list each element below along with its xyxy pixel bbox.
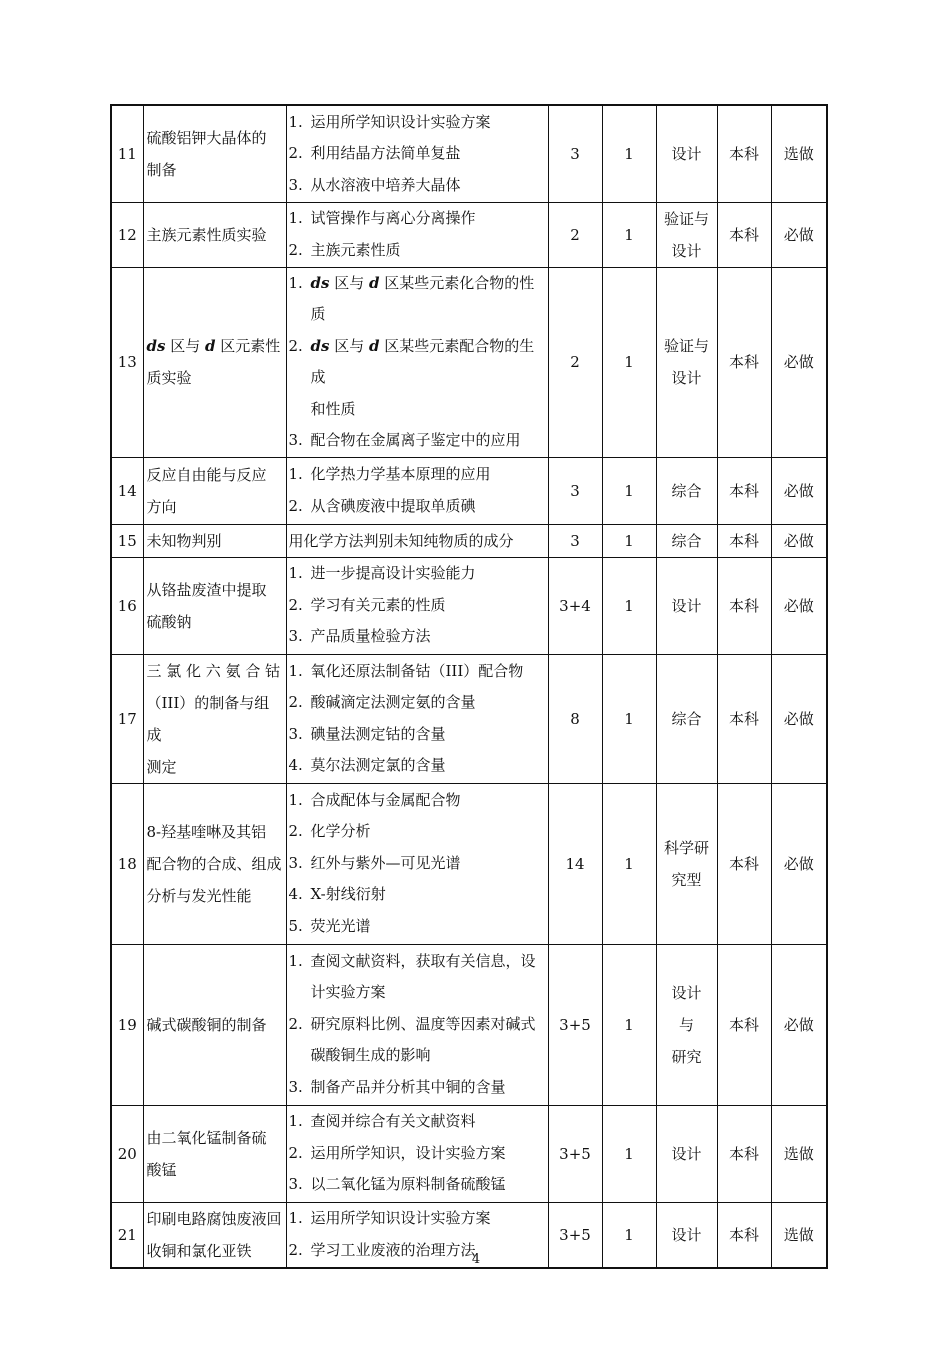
table-row xyxy=(111,783,827,944)
experiment-name xyxy=(143,557,286,654)
experiment-name xyxy=(143,267,286,457)
row-number: 15 xyxy=(111,524,143,557)
name-line: 分析与发光性能 xyxy=(146,886,252,905)
level-cell: 本科 xyxy=(717,1202,771,1268)
requirement-cell: 必做 xyxy=(771,944,827,1105)
name-line: 印刷电路腐蚀废液回 xyxy=(146,1209,282,1228)
hours-cell: 3 xyxy=(548,524,602,557)
group-size-cell: 1 xyxy=(602,202,656,267)
requirement-cell: 必做 xyxy=(771,202,827,267)
list-item: 5. 荧光光谱 xyxy=(288,916,371,935)
row-number: 11 xyxy=(111,105,143,202)
list-item: 1. 化学热力学基本原理的应用 xyxy=(288,465,491,483)
list-item: 2. 主族元素性质 xyxy=(288,240,401,259)
type-cell: 设计 xyxy=(656,1202,717,1268)
requirement-cell: 必做 xyxy=(771,654,827,783)
list-item: 3. 从水溶液中培养大晶体 xyxy=(288,175,461,194)
experiment-content xyxy=(286,105,548,202)
list-item: 1. 氧化还原法制备钴（III）配合物 xyxy=(288,661,524,680)
level-cell: 本科 xyxy=(717,457,771,524)
level-cell: 本科 xyxy=(717,105,771,202)
experiment-content xyxy=(286,1105,548,1202)
hours-cell: 3+5 xyxy=(548,1105,602,1202)
list-item: 1. 查阅文献资料，获取有关信息，设 xyxy=(288,951,536,970)
experiment-table xyxy=(110,104,828,1269)
level-cell: 本科 xyxy=(717,783,771,944)
requirement-cell: 必做 xyxy=(771,457,827,524)
experiment-name: 碱式碳酸铜的制备 xyxy=(143,944,286,1105)
name-line: 由二氧化锰制备硫 xyxy=(146,1128,267,1147)
group-size-cell: 1 xyxy=(602,783,656,944)
group-size-cell: 1 xyxy=(602,557,656,654)
hours-cell: 2 xyxy=(548,267,602,457)
experiment-content xyxy=(286,557,548,654)
group-size-cell: 1 xyxy=(602,944,656,1105)
hours-cell: 2 xyxy=(548,202,602,267)
row-number: 19 xyxy=(111,944,143,1105)
name-line: （III）的制备与组成 xyxy=(146,693,270,744)
table-row xyxy=(111,457,827,524)
level-cell: 本科 xyxy=(717,944,771,1105)
group-size-cell: 1 xyxy=(602,654,656,783)
type-cell: 设计 xyxy=(656,557,717,654)
level-cell: 本科 xyxy=(717,557,771,654)
list-item: 3. 制备产品并分析其中铜的含量 xyxy=(288,1077,506,1096)
list-item: 1. 运用所学知识设计实验方案 xyxy=(288,112,491,131)
list-item-continuation: 计实验方案 xyxy=(310,983,386,1002)
list-item: 2. 运用所学知识，设计实验方案 xyxy=(288,1143,506,1162)
row-number: 18 xyxy=(111,783,143,944)
group-size-cell: 1 xyxy=(602,267,656,457)
level-cell: 本科 xyxy=(717,654,771,783)
row-number: 14 xyxy=(111,457,143,524)
name-line: 酸锰 xyxy=(146,1160,177,1179)
name-line: 硫酸铝钾大晶体的 xyxy=(146,128,267,147)
row-number: 17 xyxy=(111,654,143,783)
list-item: 4. 莫尔法测定氯的含量 xyxy=(288,756,446,774)
table-row xyxy=(111,557,827,654)
experiment-name xyxy=(143,457,286,524)
name-line: 质实验 xyxy=(146,369,192,387)
group-size-cell: 1 xyxy=(602,1202,656,1268)
requirement-cell: 选做 xyxy=(771,105,827,202)
experiment-content xyxy=(286,202,548,267)
list-item: 2. 酸碱滴定法测定氨的含量 xyxy=(288,693,476,711)
level-cell: 本科 xyxy=(717,202,771,267)
experiment-name: 未知物判别 xyxy=(143,524,286,557)
experiment-content: 用化学方法判别未知纯物质的成分 xyxy=(286,524,548,557)
group-size-cell: 1 xyxy=(602,1105,656,1202)
type-cell: 验证与 设计 xyxy=(656,202,717,267)
experiment-name: 主族元素性质实验 xyxy=(143,202,286,267)
experiment-name xyxy=(143,654,286,783)
list-item: 1. ds 区与 d 区某些元素化合物的性质 xyxy=(288,273,535,323)
list-item: 3. 产品质量检验方法 xyxy=(288,627,431,646)
list-item-continuation: 碳酸铜生成的影响 xyxy=(310,1046,431,1065)
list-item: 2. 从含碘废液中提取单质碘 xyxy=(288,496,476,515)
name-line: 方向 xyxy=(146,497,177,516)
hours-cell: 8 xyxy=(548,654,602,783)
list-item: 4. X-射线衍射 xyxy=(288,885,386,904)
experiment-name xyxy=(143,105,286,202)
name-line: ds 区与 d 区元素性 xyxy=(146,337,281,355)
list-item: 2. 学习有关元素的性质 xyxy=(288,595,446,614)
list-item: 1. 查阅并综合有关文献资料 xyxy=(288,1112,476,1131)
type-cell: 设计 xyxy=(656,1105,717,1202)
list-item: 1. 进一步提高设计实验能力 xyxy=(288,564,476,583)
type-cell: 验证与 设计 xyxy=(656,267,717,457)
list-item-continuation: 和性质 xyxy=(310,399,356,418)
table-row xyxy=(111,1105,827,1202)
experiment-name xyxy=(143,783,286,944)
level-cell: 本科 xyxy=(717,524,771,557)
table-row xyxy=(111,944,827,1105)
list-item: 2. 学习工业废液的治理方法 xyxy=(288,1240,476,1259)
group-size-cell: 1 xyxy=(602,524,656,557)
row-number: 13 xyxy=(111,267,143,457)
list-item: 2. 利用结晶方法简单复盐 xyxy=(288,144,461,162)
row-number: 16 xyxy=(111,557,143,654)
page-number: 4 xyxy=(471,1252,481,1267)
list-item: 3. 配合物在金属离子鉴定中的应用 xyxy=(288,431,521,449)
type-cell: 设计 与 研究 xyxy=(656,944,717,1105)
level-cell: 本科 xyxy=(717,1105,771,1202)
row-number: 12 xyxy=(111,202,143,267)
requirement-cell: 必做 xyxy=(771,557,827,654)
type-cell: 综合 xyxy=(656,654,717,783)
experiment-content xyxy=(286,944,548,1105)
name-line: 测定 xyxy=(146,757,177,776)
experiment-content xyxy=(286,457,548,524)
name-line: 反应自由能与反应 xyxy=(146,465,267,484)
requirement-cell: 选做 xyxy=(771,1202,827,1268)
type-cell: 科学研 究型 xyxy=(656,783,717,944)
group-size-cell: 1 xyxy=(602,457,656,524)
table-row xyxy=(111,524,827,557)
row-number: 21 xyxy=(111,1202,143,1268)
experiment-content xyxy=(286,267,548,457)
group-size-cell: 1 xyxy=(602,105,656,202)
list-item: 2. 研究原料比例、温度等因素对碱式 xyxy=(288,1014,536,1033)
table-row xyxy=(111,267,827,457)
level-cell: 本科 xyxy=(717,267,771,457)
name-line: 三 氯 化 六 氨 合 钴 xyxy=(146,661,281,680)
type-cell: 综合 xyxy=(656,457,717,524)
list-item: 3. 以二氧化锰为原料制备硫酸锰 xyxy=(288,1175,506,1194)
name-line: 从铬盐废渣中提取 xyxy=(146,580,267,599)
experiment-content xyxy=(286,654,548,783)
name-line: 制备 xyxy=(146,160,177,179)
hours-cell: 14 xyxy=(548,783,602,944)
name-line: 收铜和氯化亚铁 xyxy=(146,1241,252,1260)
list-item: 3. 碘量法测定钴的含量 xyxy=(288,724,446,743)
table-row xyxy=(111,202,827,267)
name-line: 硫酸钠 xyxy=(146,612,192,631)
list-item: 2. ds 区与 d 区某些元素配合物的生成 xyxy=(288,336,535,386)
hours-cell: 3 xyxy=(548,105,602,202)
requirement-cell: 必做 xyxy=(771,783,827,944)
table-row xyxy=(111,105,827,202)
list-item: 3. 红外与紫外—可见光谱 xyxy=(288,853,461,872)
requirement-cell: 必做 xyxy=(771,524,827,557)
name-line: 配合物的合成、组成 xyxy=(146,854,282,873)
hours-cell: 3+5 xyxy=(548,944,602,1105)
requirement-cell: 选做 xyxy=(771,1105,827,1202)
hours-cell: 3+5 xyxy=(548,1202,602,1268)
table-row xyxy=(111,654,827,783)
experiment-content xyxy=(286,783,548,944)
name-line: 8-羟基喹啉及其铝 xyxy=(146,822,267,841)
list-item: 2. 化学分析 xyxy=(288,822,371,841)
hours-cell: 3+4 xyxy=(548,557,602,654)
hours-cell: 3 xyxy=(548,457,602,524)
type-cell: 综合 xyxy=(656,524,717,557)
list-item: 1. 运用所学知识设计实验方案 xyxy=(288,1209,491,1227)
list-item: 1. 合成配体与金属配合物 xyxy=(288,790,461,809)
type-cell: 设计 xyxy=(656,105,717,202)
list-item: 1. 试管操作与离心分离操作 xyxy=(288,209,476,227)
experiment-name xyxy=(143,1105,286,1202)
requirement-cell: 必做 xyxy=(771,267,827,457)
row-number: 20 xyxy=(111,1105,143,1202)
